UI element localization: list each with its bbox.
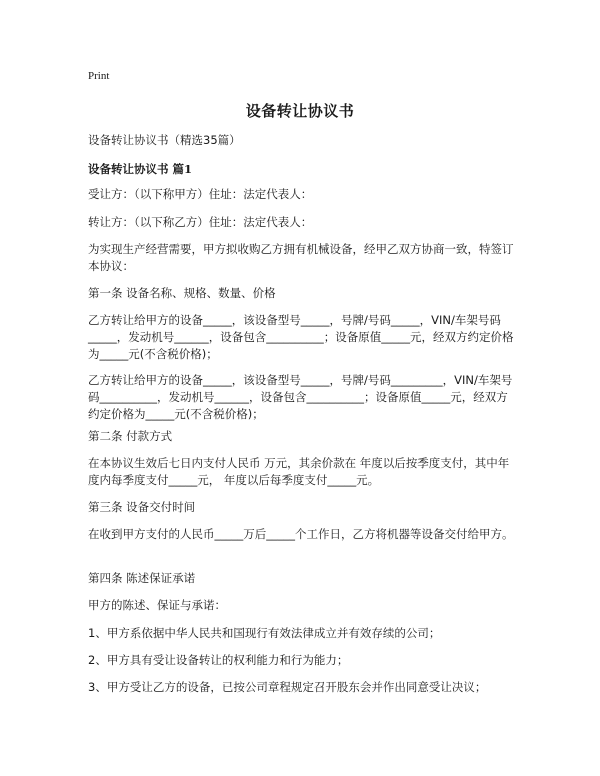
clause-1-item-2: 乙方转让给甲方的设备_____，该设备型号_____，号牌/号码_________，VIN/车架号码__________，发动机号______，设备包含__________；设备原值_____元，经双方约定价格为_____元(不含税价格)； (88, 373, 513, 421)
clause-4-item-3: 3、甲方受让乙方的设备，已按公司章程规定召开股东会并作出同意受让决议； (88, 680, 487, 694)
clause-1-item-1: 乙方转让给甲方的设备_____，该设备型号_____，号牌/号码_____，VIN/车架号码_____，发动机号______，设备包含__________；设备原值_____元，经双方约定价格为_____元(不含税价格)； (88, 313, 514, 361)
clause-1-heading: 第一条 设备名称、规格、数量、价格 (88, 286, 276, 300)
clause-3-heading: 第三条 设备交付时间 (88, 500, 196, 514)
document-subtitle: 设备转让协议书（精选35篇） (88, 133, 241, 147)
clause-3-body: 在收到甲方支付的人民币_____万后_____个工作日，乙方将机器等设备交付给甲方。 (88, 527, 514, 541)
clause-4-item-2: 2、甲方具有受让设备转让的权利能力和行为能力； (88, 653, 349, 667)
clause-2-heading: 第二条 付款方式 (88, 429, 173, 443)
clause-4-heading: 第四条 陈述保证承诺 (88, 571, 196, 585)
paragraph-transferee: 受让方：（以下称甲方）住址：法定代表人： (88, 187, 313, 201)
section-heading: 设备转让协议书 篇1 (88, 162, 193, 176)
clause-2-body: 在本协议生效后七日内支付人民币 万元，其余价款在 年度以后按季度支付，其中年度内每季度支付_____元， 年度以后每季度支付_____元。 (88, 456, 510, 487)
document-title: 设备转让协议书 (245, 102, 355, 120)
clause-4-intro: 甲方的陈述、保证与承诺： (88, 598, 226, 612)
paragraph-preamble: 为实现生产经营需要，甲方拟收购乙方拥有机械设备，经甲乙双方协商一致，特签订本协议： (88, 242, 514, 273)
paragraph-transferor: 转让方：（以下称乙方）住址：法定代表人： (88, 215, 313, 229)
clause-4-item-1: 1、甲方系依据中华人民共和国现行有效法律成立并有效存续的公司； (88, 626, 441, 640)
print-link[interactable]: Print (88, 70, 110, 82)
